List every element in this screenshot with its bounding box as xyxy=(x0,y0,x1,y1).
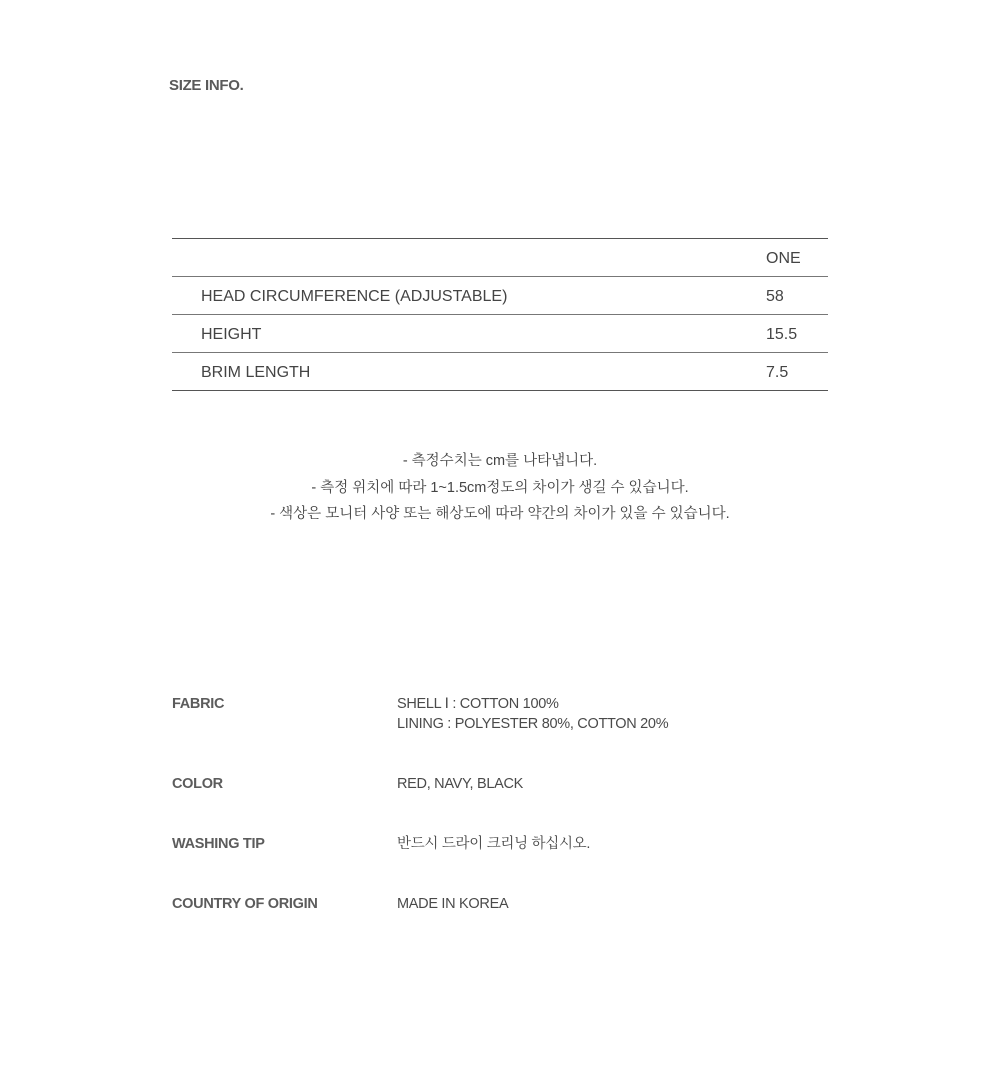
note-line-unit: - 측정수치는 cm를 나타냅니다. xyxy=(402,453,598,469)
info-row-country-of-origin xyxy=(172,894,828,914)
size-row-label-head-circumference: HEAD CIRCUMFERENCE (ADJUSTABLE) xyxy=(172,277,766,315)
size-row-value-height: 15.5 xyxy=(766,315,828,353)
product-info xyxy=(172,694,828,914)
table-row xyxy=(172,353,828,391)
fabric-lining: LINING : POLYESTER 80%, COTTON 20% xyxy=(397,716,669,732)
washing-tip-label: WASHING TIP xyxy=(172,836,265,852)
info-row-fabric xyxy=(172,694,828,734)
fabric-shell: SHELL Ⅰ : COTTON 100% xyxy=(397,696,559,712)
info-row-color xyxy=(172,774,828,794)
washing-tip-value: 반드시 드라이 크리닝 하십시오. xyxy=(397,836,591,852)
info-row-washing-tip xyxy=(172,834,828,854)
section-title: SIZE INFO. xyxy=(169,77,244,94)
fabric-value xyxy=(397,694,668,734)
size-table xyxy=(172,238,828,391)
size-row-value-brim-length: 7.5 xyxy=(766,353,828,391)
country-of-origin-value: MADE IN KOREA xyxy=(397,896,509,912)
size-table-header-row xyxy=(172,239,828,277)
country-of-origin-label: COUNTRY OF ORIGIN xyxy=(172,896,318,912)
note-line-color: - 색상은 모니터 사양 또는 해상도에 따라 약간의 차이가 있을 수 있습니다. xyxy=(270,506,730,522)
size-table-header-empty xyxy=(172,239,766,277)
note-line-tolerance: - 측정 위치에 따라 1~1.5cm정도의 차이가 생길 수 있습니다. xyxy=(311,479,689,496)
size-row-label-brim-length: BRIM LENGTH xyxy=(172,353,766,391)
fabric-label: FABRIC xyxy=(172,696,225,712)
color-label: COLOR xyxy=(172,776,223,792)
size-row-value-head-circumference: 58 xyxy=(766,277,828,315)
size-table-header-one: ONE xyxy=(766,249,801,267)
table-row xyxy=(172,277,828,315)
table-row xyxy=(172,315,828,353)
measurement-notes xyxy=(0,448,1000,528)
color-value: RED, NAVY, BLACK xyxy=(397,776,524,792)
size-row-label-height: HEIGHT xyxy=(172,315,766,353)
